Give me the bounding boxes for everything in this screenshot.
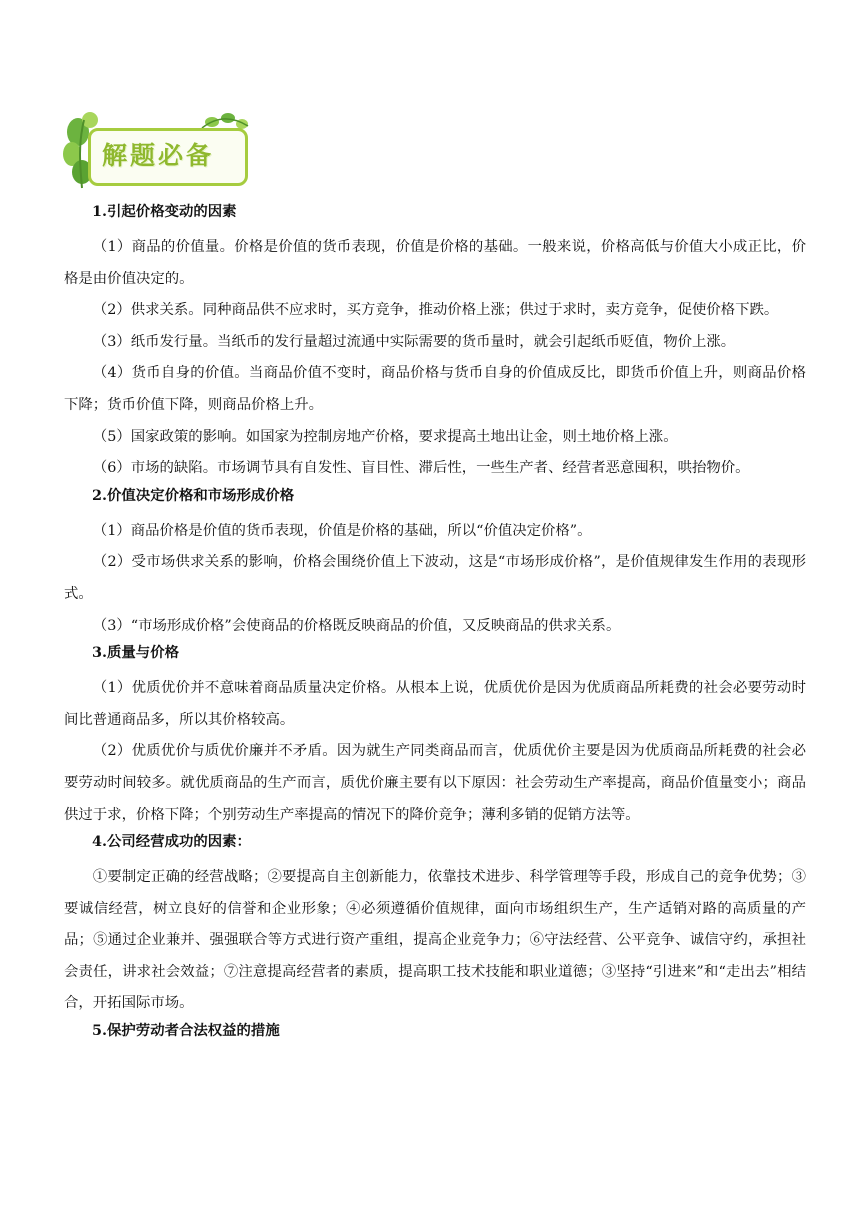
- section: [64, 201, 806, 485]
- banner-title: 解题必备: [102, 141, 215, 170]
- paragraph: （3）“市场形成价格”会使商品的价格既反映商品的价值，又反映商品的供求关系。: [92, 617, 621, 634]
- paragraph: （2）供求关系。同种商品供不应求时，买方竞争，推动价格上涨；供过于求时，卖方竞争，促使价格下跌。: [92, 302, 779, 319]
- paragraph: （3）纸币发行量。当纸币的发行量超过流通中实际需要的货币量时，就会引起纸币贬值，物价上涨。: [92, 333, 736, 350]
- section-heading: 2.价值决定价格和市场形成价格: [92, 486, 295, 504]
- paragraph: （2）优质优价与质优价廉并不矛盾。因为就生产同类商品而言，优质优价主要是因为优质商品所耗费的社会必要劳动时间较多。就优质商品的生产而言，质优价廉主要有以下原因：社会劳动生产率提高，商品价值量变小；商品供过于求，价格下降；个别劳动生产率提高的情况下的降价竞争；薄利多销的促销方法等。: [64, 743, 806, 823]
- section: [64, 1020, 806, 1042]
- section-banner: [62, 110, 252, 190]
- document-content: [64, 201, 806, 1051]
- section: [64, 831, 806, 1020]
- paragraph: （5）国家政策的影响。如国家为控制房地产价格，要求提高土地出让金，则土地价格上涨。: [92, 428, 678, 445]
- paragraph: （4）货币自身的价值。当商品价值不变时，商品价格与货币自身的价值成反比，即货币价值上升，则商品价格下降；货币价值下降，则商品价格上升。: [64, 365, 806, 413]
- section-heading: 3.质量与价格: [92, 644, 179, 662]
- section-heading: 4.公司经营成功的因素：: [92, 833, 251, 851]
- paragraph: （1）商品价格是价值的货币表现，价值是价格的基础，所以“价值决定价格”。: [92, 522, 592, 539]
- paragraph: （2）受市场供求关系的影响，价格会围绕价值上下波动，这是“市场形成价格”，是价值规律发生作用的表现形式。: [64, 554, 806, 602]
- section-heading: 1.引起价格变动的因素: [92, 203, 237, 220]
- paragraph: ①要制定正确的经营战略；②要提高自主创新能力，依靠技术进步、科学管理等手段，形成自己的竞争优势；③要诚信经营，树立良好的信誉和企业形象；④必须遵循价值规律，面向市场组织生产，生产适销对路的高质量的产品；⑤通过企业兼并、强强联合等方式进行资产重组，提高企业竞争力；⑥守法经营、公平竞争、诚信守约，承担社会责任，讲求社会效益；⑦注意提高经营者的素质，提高职工技术技能和职业道德；③坚持“引进来”和“走出去”相结合，开拓国际市场。: [64, 869, 806, 1012]
- section-heading: 5.保护劳动者合法权益的措施: [92, 1022, 280, 1040]
- paragraph: （1）商品的价值量。价格是价值的货币表现，价值是价格的基础。一般来说，价格高低与价值大小成正比，价格是由价值决定的。: [64, 239, 806, 287]
- section: [64, 485, 806, 642]
- section: [64, 642, 806, 831]
- paragraph: （1）优质优价并不意味着商品质量决定价格。从根本上说，优质优价是因为优质商品所耗费的社会必要劳动时间比普通商品多，所以其价格较高。: [64, 680, 806, 728]
- paragraph: （6）市场的缺陷。市场调节具有自发性、盲目性、滞后性，一些生产者、经营者恶意囤积，哄抬物价。: [92, 460, 750, 477]
